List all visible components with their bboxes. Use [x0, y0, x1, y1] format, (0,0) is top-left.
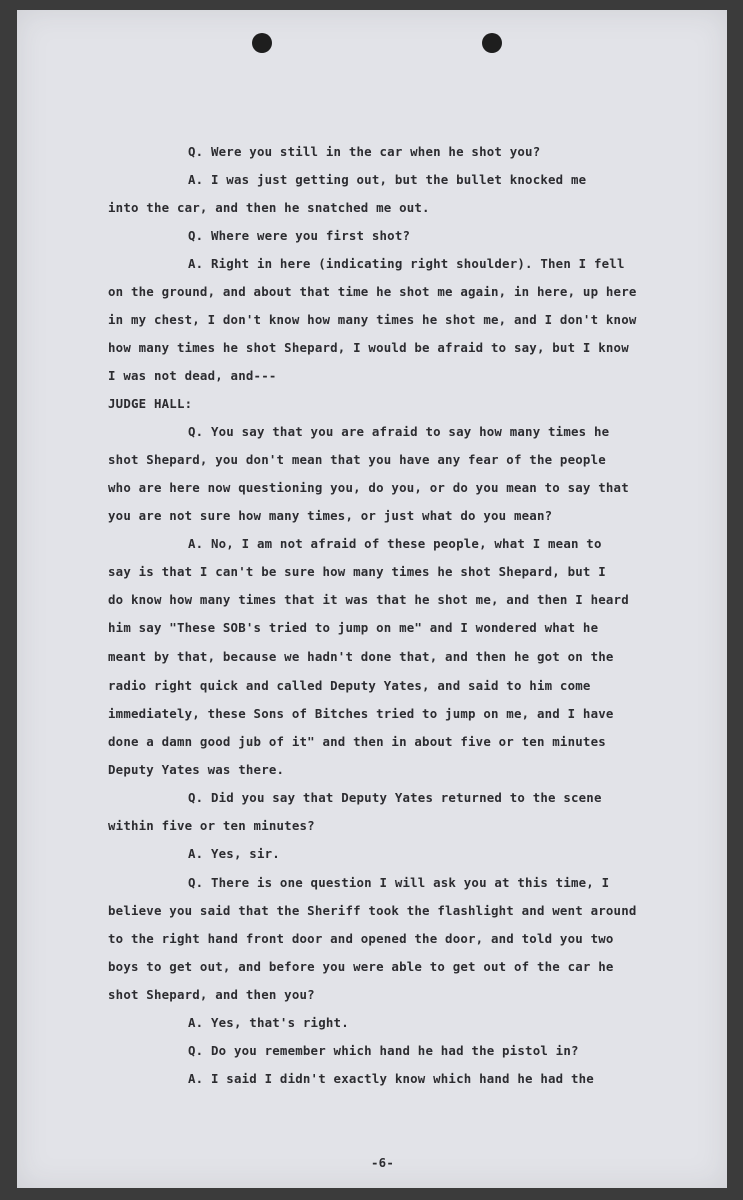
- text-line: on the ground, and about that time he shot me again, in here, up here: [108, 284, 637, 299]
- text-line: boys to get out, and before you were able to get out of the car he: [108, 959, 614, 974]
- text-line: done a damn good jub of it" and then in about five or ten minutes: [108, 734, 606, 749]
- text-line: immediately, these Sons of Bitches tried to jump on me, and I have: [108, 706, 614, 721]
- text-line: meant by that, because we hadn't done that, and then he got on the: [108, 649, 614, 664]
- text-line: Q. There is one question I will ask you at this time, I: [188, 875, 610, 890]
- text-line: who are here now questioning you, do you, or do you mean to say that: [108, 480, 629, 495]
- text-line: A. I said I didn't exactly know which hand he had the: [188, 1071, 594, 1086]
- text-line: say is that I can't be sure how many times he shot Shepard, but I: [108, 564, 606, 579]
- text-line: him say "These SOB's tried to jump on me" and I wondered what he: [108, 620, 599, 635]
- text-line: A. No, I am not afraid of these people, what I mean to: [188, 536, 602, 551]
- text-line: Q. Were you still in the car when he shot you?: [188, 144, 541, 159]
- text-line: to the right hand front door and opened the door, and told you two: [108, 931, 614, 946]
- text-line: how many times he shot Shepard, I would be afraid to say, but I know: [108, 340, 629, 355]
- text-line: into the car, and then he snatched me out.: [108, 200, 430, 215]
- text-line: A. Yes, sir.: [188, 846, 280, 861]
- page-number: -6-: [371, 1155, 394, 1170]
- punch-hole-right: [482, 33, 502, 53]
- text-line: A. I was just getting out, but the bullet knocked me: [188, 172, 587, 187]
- text-line: do know how many times that it was that he shot me, and then I heard: [108, 592, 629, 607]
- text-line: in my chest, I don't know how many times he shot me, and I don't know: [108, 312, 637, 327]
- speaker-heading: JUDGE HALL:: [108, 396, 193, 411]
- text-line: Q. Do you remember which hand he had the pistol in?: [188, 1043, 579, 1058]
- text-line: believe you said that the Sheriff took the flashlight and went around: [108, 903, 637, 918]
- text-line: Deputy Yates was there.: [108, 762, 285, 777]
- text-line: Q. You say that you are afraid to say how many times he: [188, 424, 610, 439]
- text-line: Q. Where were you first shot?: [188, 228, 411, 243]
- punch-hole-left: [252, 33, 272, 53]
- text-line: I was not dead, and---: [108, 368, 277, 383]
- text-line: radio right quick and called Deputy Yates, and said to him come: [108, 678, 591, 693]
- text-line: within five or ten minutes?: [108, 818, 315, 833]
- text-line: A. Right in here (indicating right shoulder). Then I fell: [188, 256, 625, 271]
- text-line: shot Shepard, you don't mean that you have any fear of the people: [108, 452, 606, 467]
- text-line: A. Yes, that's right.: [188, 1015, 349, 1030]
- text-line: you are not sure how many times, or just what do you mean?: [108, 508, 553, 523]
- text-line: shot Shepard, and then you?: [108, 987, 315, 1002]
- text-line: Q. Did you say that Deputy Yates returned to the scene: [188, 790, 602, 805]
